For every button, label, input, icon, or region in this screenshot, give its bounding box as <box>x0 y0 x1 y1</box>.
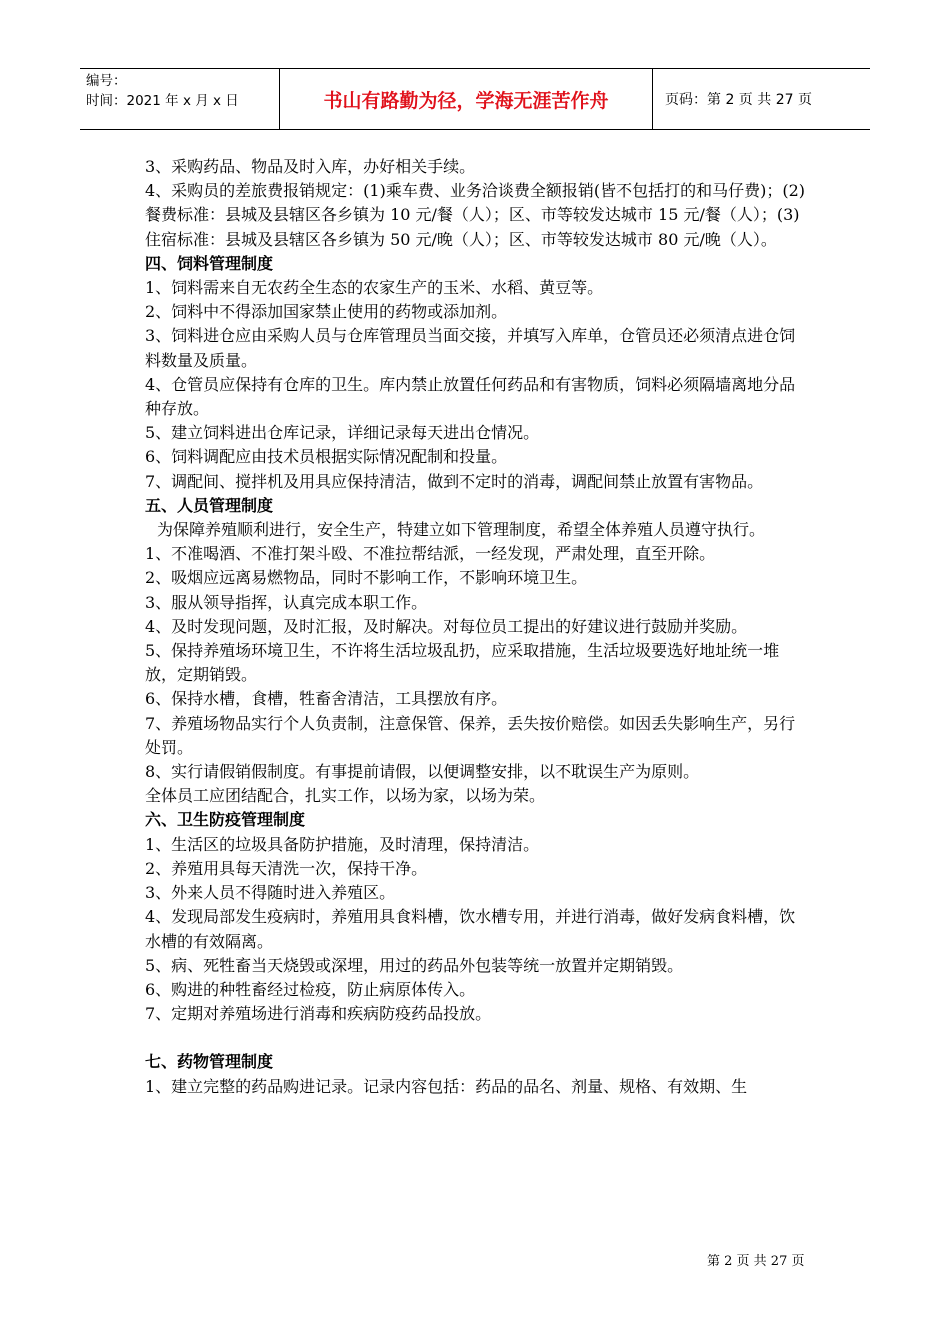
paragraph: 5、病、死牲畜当天烧毁或深埋，用过的药品外包装等统一放置并定期销毁。 <box>145 955 684 975</box>
paragraph: 6、保持水槽，食槽，牲畜舍清洁，工具摆放有序。 <box>145 689 508 709</box>
paragraph: 3、外来人员不得随时进入养殖区。 <box>145 883 396 903</box>
section-heading: 六、卫生防疫管理制度 <box>145 810 306 830</box>
paragraph: 4、采购员的差旅费报销规定：(1)乘车费、业务洽谈费全额报销(皆不包括打的和马仔费)；(2)餐费标准：县城及县辖区各乡镇为 10 元/餐（人）；区、市等较发达城市 15 元/餐（人）；(3)住宿标准：县城及县辖区各乡镇为 50 元/晚（人）；区、市等较发达城市 80 元/晚（人）。 <box>145 181 805 249</box>
paragraph: 7、养殖场物品实行个人负责制，注意保管、保养，丢失按价赔偿。如因丢失影响生产，另行处罚。 <box>145 713 796 757</box>
paragraph: 3、饲料进仓应由采购人员与仓库管理员当面交接，并填写入库单，仓管员还必须清点进仓饲料数量及质量。 <box>145 326 796 370</box>
page-footer <box>707 1250 804 1269</box>
paragraph: 1、生活区的垃圾具备防护措施，及时清理，保持清洁。 <box>145 834 540 854</box>
paragraph: 1、不准喝酒、不准打架斗殴、不准拉帮结派，一经发现，严肃处理，直至开除。 <box>145 544 716 564</box>
paragraph: 5、保持养殖场环境卫生，不许将生活垃圾乱扔，应采取措施，生活垃圾要选好地址统一堆放，定期销毁。 <box>145 641 780 685</box>
header-meta-cell <box>80 69 280 129</box>
section-heading: 七、药物管理制度 <box>145 1052 274 1072</box>
paragraph: 2、养殖用具每天清洗一次，保持干净。 <box>145 858 428 878</box>
paragraph: 2、饲料中不得添加国家禁止使用的药物或添加剂。 <box>145 302 508 322</box>
paragraph: 6、购进的种牲畜经过检疫，防止病原体传入。 <box>145 979 476 999</box>
paragraph: 为保障养殖顺利进行，安全生产，特建立如下管理制度，希望全体养殖人员遵守执行。 <box>157 520 766 540</box>
paragraph: 全体员工应团结配合，扎实工作，以场为家，以场为荣。 <box>145 786 546 806</box>
header-page-cell <box>653 69 870 129</box>
paragraph: 3、采购药品、物品及时入库，办好相关手续。 <box>145 157 476 176</box>
paragraph: 2、吸烟应远离易燃物品，同时不影响工作，不影响环境卫生。 <box>145 568 588 588</box>
paragraph: 4、仓管员应保持有仓库的卫生。库内禁止放置任何药品和有害物质，饲料必须隔墙离地分品种存放。 <box>145 374 796 419</box>
paragraph: 4、发现局部发生疫病时，养殖用具食料槽，饮水槽专用，并进行消毒，做好发病食料槽，饮水槽的有效隔离。 <box>145 907 796 951</box>
paragraph: 7、定期对养殖场进行消毒和疾病防疫药品投放。 <box>145 1004 492 1024</box>
header-page-info: 页码：第 2 页 共 27 页 <box>665 92 812 108</box>
blank-line <box>145 1026 810 1050</box>
document-body <box>145 155 810 1099</box>
header-table <box>80 68 870 130</box>
section-heading: 四、饲料管理制度 <box>145 253 274 273</box>
paragraph: 5、建立饲料进出仓库记录，详细记录每天进出仓情况。 <box>145 423 540 443</box>
document-date: 时间：2021 年 x 月 x 日 <box>86 93 239 109</box>
header-motto: 书山有路勤为径，学海无涯苦作舟 <box>323 89 609 112</box>
paragraph: 1、饲料需来自无农药全生态的农家生产的玉米、水稻、黄豆等。 <box>145 278 604 298</box>
document-number-label: 编号： <box>86 73 127 89</box>
paragraph: 6、饲料调配应由技术员根据实际情况配制和投量。 <box>145 447 508 467</box>
footer-page-number: 第 2 页 共 27 页 <box>707 1254 805 1269</box>
paragraph: 4、及时发现问题，及时汇报，及时解决。对每位员工提出的好建议进行鼓励并奖励。 <box>145 616 748 636</box>
paragraph: 8、实行请假销假制度。有事提前请假，以便调整安排，以不耽误生产为原则。 <box>145 762 700 782</box>
paragraph: 7、调配间、搅拌机及用具应保持清洁，做到不定时的消毒，调配间禁止放置有害物品。 <box>145 471 764 491</box>
paragraph: 3、服从领导指挥，认真完成本职工作。 <box>145 592 428 612</box>
section-heading: 五、人员管理制度 <box>145 495 274 515</box>
paragraph: 1、建立完整的药品购进记录。记录内容包括：药品的品名、剂量、规格、有效期、生 <box>145 1076 748 1096</box>
header-motto-cell <box>280 69 653 129</box>
